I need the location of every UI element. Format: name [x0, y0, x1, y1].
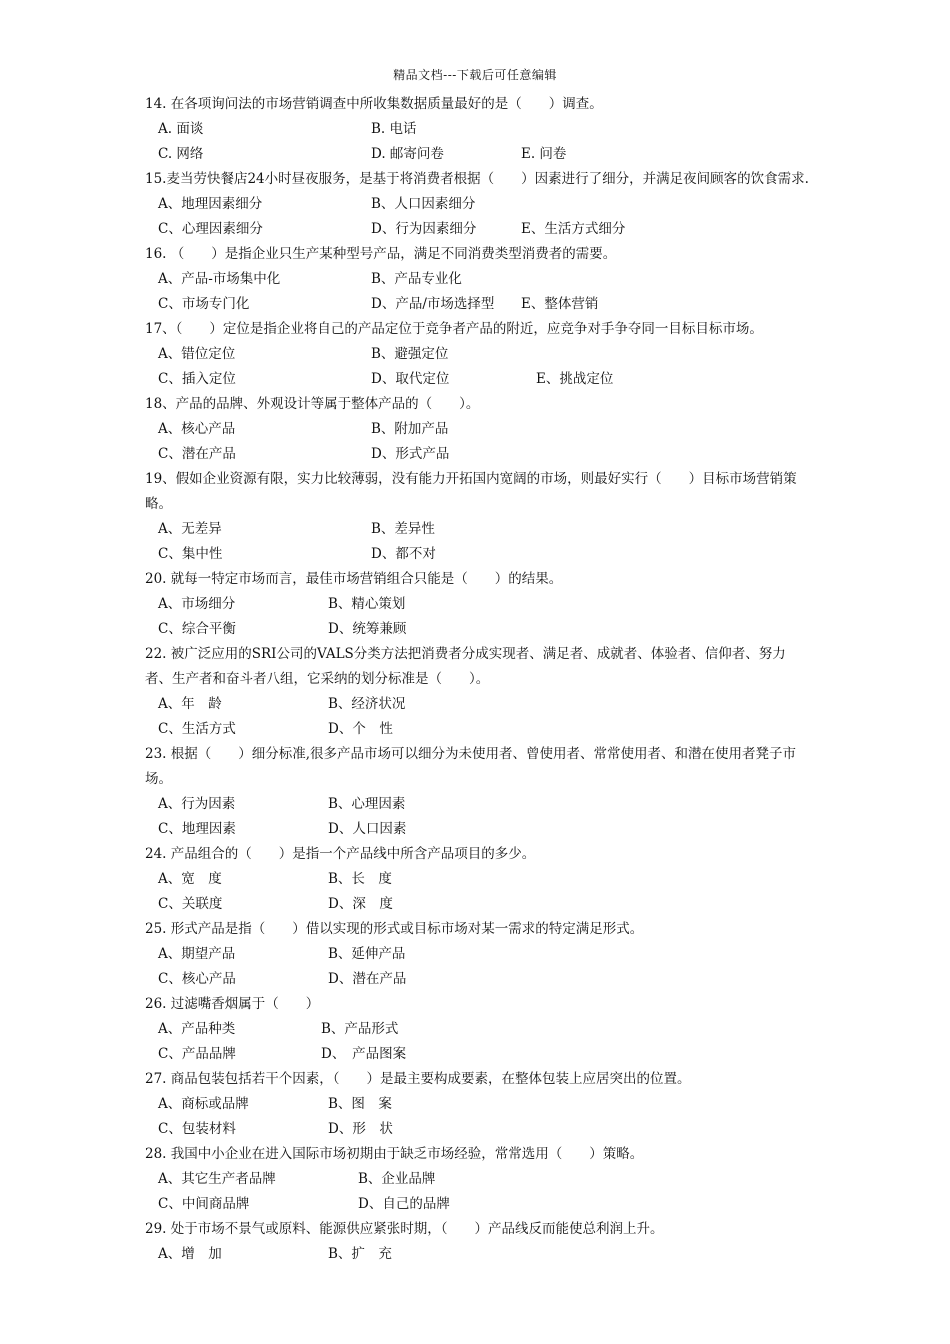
- option-row: [145, 442, 810, 467]
- option-a: A、年 龄: [158, 696, 222, 712]
- option-d: D、取代定位: [371, 371, 450, 387]
- option-d: D、 产品图案: [321, 1046, 407, 1062]
- option-row: [145, 342, 810, 367]
- option-row: [145, 367, 810, 392]
- page-header: 精品文档---下载后可任意编辑: [393, 68, 557, 82]
- question-27: [145, 1067, 810, 1142]
- option-c: C、生活方式: [158, 721, 236, 737]
- option-c: C、心理因素细分: [158, 221, 263, 237]
- option-a: A、无差异: [158, 521, 222, 537]
- option-d: D、形 状: [328, 1121, 393, 1137]
- question-19: [145, 467, 810, 567]
- option-a: A、其它生产者品牌: [158, 1171, 276, 1187]
- option-row: [145, 817, 810, 842]
- option-empty: [521, 517, 810, 542]
- question-list: [145, 92, 810, 1267]
- question-22: [145, 642, 810, 742]
- option-b: B、附加产品: [371, 421, 449, 437]
- question-20: [145, 567, 810, 642]
- option-row: [145, 192, 810, 217]
- option-d: D、产品/市场选择型: [371, 296, 495, 312]
- option-empty: [521, 267, 810, 292]
- question-23: [145, 742, 810, 842]
- option-c: C、产品品牌: [158, 1046, 236, 1062]
- question-25: [145, 917, 810, 992]
- question-text: 22. 被广泛应用的SRI公司的VALS分类方法把消费者分成实现者、满足者、成就者、体验者、信仰者、努力者、生产者和奋斗者八组，它采纳的划分标准是（ ）。: [145, 646, 786, 687]
- question-text: 23. 根据（ ）细分标准,很多产品市场可以细分为未使用者、曾使用者、常常使用者、和潜在使用者凳子市场。: [145, 746, 797, 787]
- option-d: D、统筹兼顾: [328, 621, 407, 637]
- question-text: 24. 产品组合的（ ）是指一个产品线中所含产品项目的多少。: [145, 846, 536, 862]
- option-row: [145, 542, 810, 567]
- option-e: E、整体营销: [521, 296, 599, 312]
- option-b: B、长 度: [328, 871, 392, 887]
- question-text: 20. 就每一特定市场而言，最佳市场营销组合只能是（ ）的结果。: [145, 571, 563, 587]
- question-text: 28. 我国中小企业在进入国际市场初期由于缺乏市场经验，常常选用（ ）策略。: [145, 1146, 644, 1162]
- option-a: A、宽 度: [158, 871, 222, 887]
- option-d: D、都不对: [371, 546, 436, 562]
- option-a: A、期望产品: [158, 946, 236, 962]
- option-c: C、综合平衡: [158, 621, 236, 637]
- question-text: 18、产品的品牌、外观设计等属于整体产品的（ ）。: [145, 396, 480, 412]
- option-b: B、图 案: [328, 1096, 392, 1112]
- option-row: [145, 967, 810, 992]
- option-row: [145, 142, 810, 167]
- option-b: B、人口因素细分: [371, 196, 476, 212]
- question-text: 26. 过滤嘴香烟属于（ ）: [145, 996, 320, 1012]
- option-e: E. 问卷: [521, 146, 567, 162]
- option-d: D、形式产品: [371, 446, 450, 462]
- question-26: [145, 992, 810, 1067]
- option-d: D、深 度: [328, 896, 393, 912]
- question-16: [145, 242, 810, 317]
- option-a: A、行为因素: [158, 796, 236, 812]
- option-d: D、个 性: [328, 721, 393, 737]
- option-row: [145, 117, 810, 142]
- question-24: [145, 842, 810, 917]
- option-c: C、关联度: [158, 896, 223, 912]
- option-row: [145, 417, 810, 442]
- option-d: D、行为因素细分: [371, 221, 477, 237]
- option-empty: [521, 442, 810, 467]
- option-c: C、插入定位: [158, 371, 236, 387]
- option-row: [145, 517, 810, 542]
- option-row: [145, 617, 810, 642]
- question-29: [145, 1217, 810, 1267]
- option-a: A、产品-市场集中化: [158, 271, 281, 287]
- question-14: [145, 92, 810, 167]
- option-c: C、核心产品: [158, 971, 236, 987]
- option-row: [145, 1092, 810, 1117]
- option-row: [145, 792, 810, 817]
- option-b: B. 电话: [371, 121, 417, 137]
- option-empty: [521, 542, 810, 567]
- option-b: B、产品专业化: [371, 271, 462, 287]
- question-text: 14. 在各项询问法的市场营销调查中所收集数据质量最好的是（ ）调查。: [145, 96, 603, 112]
- question-text: 25. 形式产品是指（ ）借以实现的形式或目标市场对某一需求的特定满足形式。: [145, 921, 644, 937]
- option-c: C. 网络: [158, 146, 204, 162]
- question-18: [145, 392, 810, 467]
- question-text: 15.麦当劳快餐店24小时昼夜服务，是基于将消费者根据（ ）因素进行了细分，并满足夜间顾客的饮食需求.: [145, 171, 809, 187]
- question-text: 29. 处于市场不景气或原料、能源供应紧张时期，（ ）产品线反而能使总利润上升。: [145, 1221, 664, 1237]
- option-row: [145, 692, 810, 717]
- option-c: C、中间商品牌: [158, 1196, 250, 1212]
- question-text: 16. （ ）是指企业只生产某种型号产品，满足不同消费类型消费者的需要。: [145, 246, 617, 262]
- option-row: [145, 1042, 810, 1067]
- option-b: B、心理因素: [328, 796, 406, 812]
- option-b: B、避强定位: [371, 346, 449, 362]
- option-d: D、人口因素: [328, 821, 407, 837]
- question-15: [145, 167, 810, 242]
- option-a: A、地理因素细分: [158, 196, 263, 212]
- question-text: 17、（ ）定位是指企业将自己的产品定位于竞争者产品的附近，应竞争对手争夺同一目标目标市场。: [145, 321, 763, 337]
- option-a: A、产品种类: [158, 1021, 236, 1037]
- option-b: B、产品形式: [321, 1021, 399, 1037]
- option-row: [145, 867, 810, 892]
- option-d: D. 邮寄问卷: [371, 146, 444, 162]
- question-17: [145, 317, 810, 392]
- option-b: B、扩 充: [328, 1246, 392, 1262]
- option-a: A、商标或品牌: [158, 1096, 249, 1112]
- option-a: A. 面谈: [158, 121, 204, 137]
- option-d: D、潜在产品: [328, 971, 407, 987]
- option-b: B、经济状况: [328, 696, 406, 712]
- option-b: B、企业品牌: [358, 1171, 436, 1187]
- question-text: 19、假如企业资源有限，实力比较薄弱，没有能力开拓国内宽阔的市场，则最好实行（ ）目标市场营销策略。: [145, 471, 797, 512]
- option-row: [145, 1192, 810, 1217]
- option-row: [145, 717, 810, 742]
- option-row: [145, 1117, 810, 1142]
- option-a: A、市场细分: [158, 596, 236, 612]
- option-row: [145, 592, 810, 617]
- option-row: [145, 292, 810, 317]
- option-a: A、核心产品: [158, 421, 236, 437]
- option-row: [145, 1167, 810, 1192]
- option-empty: [521, 417, 810, 442]
- option-d: D、自己的品牌: [358, 1196, 450, 1212]
- option-b: B、精心策划: [328, 596, 406, 612]
- option-c: C、潜在产品: [158, 446, 236, 462]
- option-row: [145, 942, 810, 967]
- question-text: 27. 商品包装包括若干个因素，（ ）是最主要构成要素，在整体包装上应居突出的位置。: [145, 1071, 691, 1087]
- option-row: [145, 1017, 810, 1042]
- option-row: [145, 892, 810, 917]
- option-c: C、地理因素: [158, 821, 236, 837]
- option-row: [145, 1242, 810, 1267]
- option-empty: [521, 192, 810, 217]
- option-c: C、集中性: [158, 546, 223, 562]
- question-28: [145, 1142, 810, 1217]
- option-e: E、挑战定位: [536, 371, 614, 387]
- option-e: E、生活方式细分: [521, 221, 626, 237]
- option-a: A、错位定位: [158, 346, 236, 362]
- option-row: [145, 217, 810, 242]
- option-c: C、市场专门化: [158, 296, 250, 312]
- option-c: C、包装材料: [158, 1121, 236, 1137]
- option-b: B、差异性: [371, 521, 435, 537]
- option-empty: [521, 342, 810, 367]
- option-a: A、增 加: [158, 1246, 222, 1262]
- option-row: [145, 267, 810, 292]
- option-empty: [521, 117, 810, 142]
- option-b: B、延伸产品: [328, 946, 406, 962]
